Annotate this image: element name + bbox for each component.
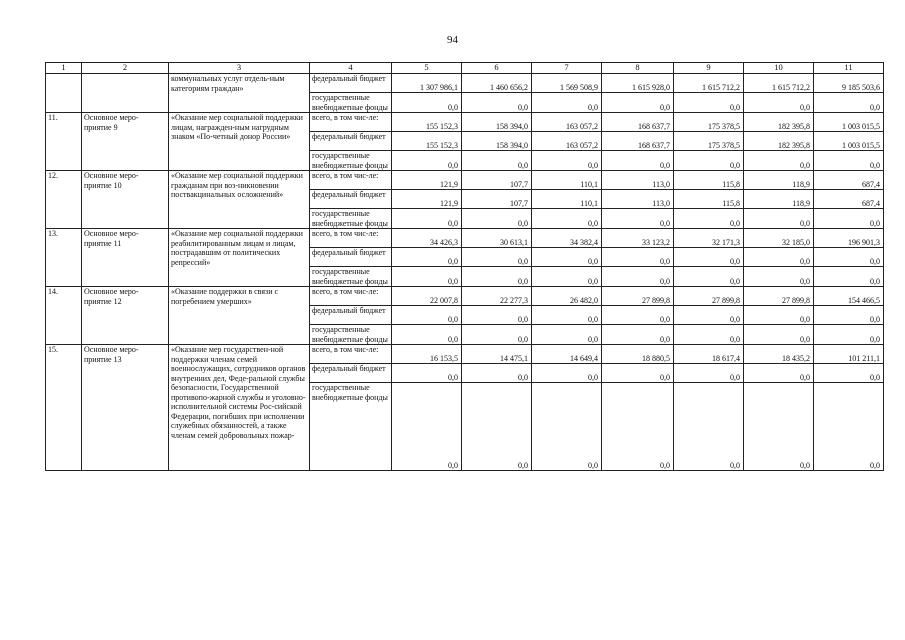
table-row xyxy=(46,287,884,306)
value-cell: 0,0 xyxy=(602,248,674,267)
table-row xyxy=(46,74,884,93)
value-cell: 0,0 xyxy=(462,267,532,287)
row-number: 14. xyxy=(46,287,82,345)
value-cell: 0,0 xyxy=(744,364,814,383)
value-cell: 0,0 xyxy=(602,306,674,325)
value-cell: 0,0 xyxy=(674,383,744,471)
measure-title: «Оказание мер социальной поддержки реабилитированным лицам и лицам, пострадавшим от политических репрессий» xyxy=(169,229,310,287)
table-row xyxy=(46,345,884,364)
row-number: 11. xyxy=(46,113,82,171)
column-header: 5 xyxy=(392,63,462,74)
value-cell: 0,0 xyxy=(462,306,532,325)
value-cell: 0,0 xyxy=(744,267,814,287)
value-cell: 1 003 015,5 xyxy=(814,113,884,132)
value-cell: 0,0 xyxy=(532,364,602,383)
value-cell: 16 153,5 xyxy=(392,345,462,364)
value-cell: 0,0 xyxy=(674,248,744,267)
measure-name: Основное меро-приятие 12 xyxy=(82,287,169,345)
table-row xyxy=(46,229,884,248)
value-cell: 0,0 xyxy=(814,364,884,383)
value-cell: 0,0 xyxy=(602,364,674,383)
funding-source: государственные внебюджетные фонды xyxy=(310,151,392,171)
column-header: 3 xyxy=(169,63,310,74)
value-cell: 0,0 xyxy=(814,209,884,229)
row-number: 12. xyxy=(46,171,82,229)
value-cell: 18 617,4 xyxy=(674,345,744,364)
value-cell: 32 171,3 xyxy=(674,229,744,248)
value-cell: 0,0 xyxy=(744,93,814,113)
row-number: 15. xyxy=(46,345,82,471)
value-cell: 158 394,0 xyxy=(462,132,532,151)
value-cell: 0,0 xyxy=(532,325,602,345)
funding-source: федеральный бюджет xyxy=(310,132,392,151)
value-cell: 0,0 xyxy=(602,267,674,287)
value-cell: 0,0 xyxy=(392,248,462,267)
value-cell: 0,0 xyxy=(674,364,744,383)
value-cell: 30 613,1 xyxy=(462,229,532,248)
value-cell: 0,0 xyxy=(392,267,462,287)
value-cell: 0,0 xyxy=(744,306,814,325)
column-header: 2 xyxy=(82,63,169,74)
table-row xyxy=(46,171,884,190)
row-number xyxy=(46,74,82,113)
value-cell: 0,0 xyxy=(674,93,744,113)
value-cell: 115,8 xyxy=(674,190,744,209)
column-header: 9 xyxy=(674,63,744,74)
value-cell: 22 277,3 xyxy=(462,287,532,306)
value-cell: 0,0 xyxy=(814,93,884,113)
value-cell: 110,1 xyxy=(532,190,602,209)
measure-name: Основное меро-приятие 13 xyxy=(82,345,169,471)
value-cell: 163 057,2 xyxy=(532,132,602,151)
value-cell: 0,0 xyxy=(532,209,602,229)
value-cell: 14 475,1 xyxy=(462,345,532,364)
value-cell: 0,0 xyxy=(674,267,744,287)
value-cell: 0,0 xyxy=(462,383,532,471)
value-cell: 121,9 xyxy=(392,190,462,209)
value-cell: 0,0 xyxy=(814,325,884,345)
value-cell: 0,0 xyxy=(392,151,462,171)
funding-source: всего, в том чис-ле: xyxy=(310,287,392,306)
value-cell: 121,9 xyxy=(392,171,462,190)
value-cell: 34 382,4 xyxy=(532,229,602,248)
value-cell: 9 185 503,6 xyxy=(814,74,884,93)
value-cell: 26 482,0 xyxy=(532,287,602,306)
measure-title: «Оказание мер социальной поддержки гражданам при воз-никновении поствакцинальных осложнений» xyxy=(169,171,310,229)
value-cell: 154 466,5 xyxy=(814,287,884,306)
value-cell: 27 899,8 xyxy=(744,287,814,306)
value-cell: 687,4 xyxy=(814,190,884,209)
value-cell: 1 569 508,9 xyxy=(532,74,602,93)
column-header: 7 xyxy=(532,63,602,74)
measure-name: Основное меро-приятие 9 xyxy=(82,113,169,171)
value-cell: 113,0 xyxy=(602,171,674,190)
column-header: 6 xyxy=(462,63,532,74)
value-cell: 27 899,8 xyxy=(674,287,744,306)
value-cell: 0,0 xyxy=(462,93,532,113)
value-cell: 32 185,0 xyxy=(744,229,814,248)
value-cell: 18 435,2 xyxy=(744,345,814,364)
value-cell: 155 152,3 xyxy=(392,132,462,151)
value-cell: 0,0 xyxy=(392,325,462,345)
value-cell: 34 426,3 xyxy=(392,229,462,248)
value-cell: 0,0 xyxy=(602,93,674,113)
table-row xyxy=(46,113,884,132)
value-cell: 1 615 712,2 xyxy=(744,74,814,93)
funding-source: всего, в том чис-ле: xyxy=(310,113,392,132)
value-cell: 0,0 xyxy=(532,267,602,287)
value-cell: 0,0 xyxy=(462,209,532,229)
funding-source: федеральный бюджет xyxy=(310,248,392,267)
row-number: 13. xyxy=(46,229,82,287)
value-cell: 0,0 xyxy=(602,325,674,345)
value-cell: 182 395,8 xyxy=(744,132,814,151)
value-cell: 0,0 xyxy=(814,248,884,267)
value-cell: 155 152,3 xyxy=(392,113,462,132)
funding-source: государственные внебюджетные фонды xyxy=(310,267,392,287)
value-cell: 0,0 xyxy=(462,325,532,345)
value-cell: 1 003 015,5 xyxy=(814,132,884,151)
value-cell: 0,0 xyxy=(744,383,814,471)
measure-name: Основное меро-приятие 10 xyxy=(82,171,169,229)
value-cell: 1 307 986,1 xyxy=(392,74,462,93)
value-cell: 14 649,4 xyxy=(532,345,602,364)
value-cell: 101 211,1 xyxy=(814,345,884,364)
value-cell: 168 637,7 xyxy=(602,113,674,132)
value-cell: 113,0 xyxy=(602,190,674,209)
page-number: 94 xyxy=(447,34,458,46)
value-cell: 0,0 xyxy=(602,151,674,171)
value-cell: 0,0 xyxy=(392,306,462,325)
measure-name xyxy=(82,74,169,113)
value-cell: 107,7 xyxy=(462,190,532,209)
value-cell: 0,0 xyxy=(392,383,462,471)
value-cell: 0,0 xyxy=(744,325,814,345)
value-cell: 0,0 xyxy=(814,383,884,471)
measure-title: «Оказание мер государствен-ной поддержки членам семей военнослужащих, сотрудников органов внутренних дел, Феде-ральной службы безопасности, Государственной противопо-жарной службы и уголовно-исполнительной системы Рос-сийской Федерации, погибших при исполнении служебных обязанностей, а также членам семей добровольных пожар- xyxy=(169,345,310,471)
value-cell: 1 615 928,0 xyxy=(602,74,674,93)
value-cell: 0,0 xyxy=(392,209,462,229)
value-cell: 175 378,5 xyxy=(674,132,744,151)
measure-name: Основное меро-приятие 11 xyxy=(82,229,169,287)
value-cell: 0,0 xyxy=(744,151,814,171)
value-cell: 0,0 xyxy=(814,306,884,325)
value-cell: 107,7 xyxy=(462,171,532,190)
value-cell: 168 637,7 xyxy=(602,132,674,151)
value-cell: 182 395,8 xyxy=(744,113,814,132)
value-cell: 0,0 xyxy=(674,306,744,325)
value-cell: 0,0 xyxy=(814,267,884,287)
value-cell: 0,0 xyxy=(532,306,602,325)
column-header: 10 xyxy=(744,63,814,74)
value-cell: 18 880,5 xyxy=(602,345,674,364)
value-cell: 0,0 xyxy=(674,151,744,171)
value-cell: 163 057,2 xyxy=(532,113,602,132)
value-cell: 0,0 xyxy=(462,364,532,383)
funding-source: федеральный бюджет xyxy=(310,190,392,209)
value-cell: 1 460 656,2 xyxy=(462,74,532,93)
funding-source: всего, в том чис-ле: xyxy=(310,345,392,364)
measure-title: коммунальных услуг отдель-ным категориям граждан» xyxy=(169,74,310,113)
value-cell: 118,9 xyxy=(744,171,814,190)
value-cell: 0,0 xyxy=(602,209,674,229)
measure-title: «Оказание мер социальной поддержки лицам, награжден-ным нагрудным знаком «По-четный донор России» xyxy=(169,113,310,171)
value-cell: 1 615 712,2 xyxy=(674,74,744,93)
measure-title: «Оказание поддержки в связи с погребением умерших» xyxy=(169,287,310,345)
value-cell: 0,0 xyxy=(532,248,602,267)
funding-source: государственные внебюджетные фонды xyxy=(310,383,392,471)
value-cell: 158 394,0 xyxy=(462,113,532,132)
value-cell: 0,0 xyxy=(814,151,884,171)
value-cell: 27 899,8 xyxy=(602,287,674,306)
value-cell: 0,0 xyxy=(392,93,462,113)
funding-source: государственные внебюджетные фонды xyxy=(310,325,392,345)
value-cell: 0,0 xyxy=(532,383,602,471)
funding-source: государственные внебюджетные фонды xyxy=(310,209,392,229)
value-cell: 22 007,8 xyxy=(392,287,462,306)
value-cell: 0,0 xyxy=(532,151,602,171)
value-cell: 0,0 xyxy=(462,151,532,171)
column-header: 1 xyxy=(46,63,82,74)
value-cell: 0,0 xyxy=(744,209,814,229)
value-cell: 110,1 xyxy=(532,171,602,190)
value-cell: 115,8 xyxy=(674,171,744,190)
value-cell: 33 123,2 xyxy=(602,229,674,248)
value-cell: 175 378,5 xyxy=(674,113,744,132)
funding-source: всего, в том чис-ле: xyxy=(310,171,392,190)
value-cell: 0,0 xyxy=(602,383,674,471)
funding-source: федеральный бюджет xyxy=(310,364,392,383)
header-row xyxy=(46,63,884,74)
value-cell: 0,0 xyxy=(532,93,602,113)
column-header: 4 xyxy=(310,63,392,74)
value-cell: 0,0 xyxy=(674,325,744,345)
column-header: 11 xyxy=(814,63,884,74)
funding-source: федеральный бюджет xyxy=(310,306,392,325)
value-cell: 0,0 xyxy=(744,248,814,267)
column-header: 8 xyxy=(602,63,674,74)
value-cell: 0,0 xyxy=(674,209,744,229)
value-cell: 687,4 xyxy=(814,171,884,190)
value-cell: 196 901,3 xyxy=(814,229,884,248)
budget-table xyxy=(45,62,884,471)
funding-source: всего, в том чис-ле: xyxy=(310,229,392,248)
value-cell: 0,0 xyxy=(462,248,532,267)
funding-source: государственные внебюджетные фонды xyxy=(310,93,392,113)
funding-source: федеральный бюджет xyxy=(310,74,392,93)
value-cell: 0,0 xyxy=(392,364,462,383)
value-cell: 118,9 xyxy=(744,190,814,209)
